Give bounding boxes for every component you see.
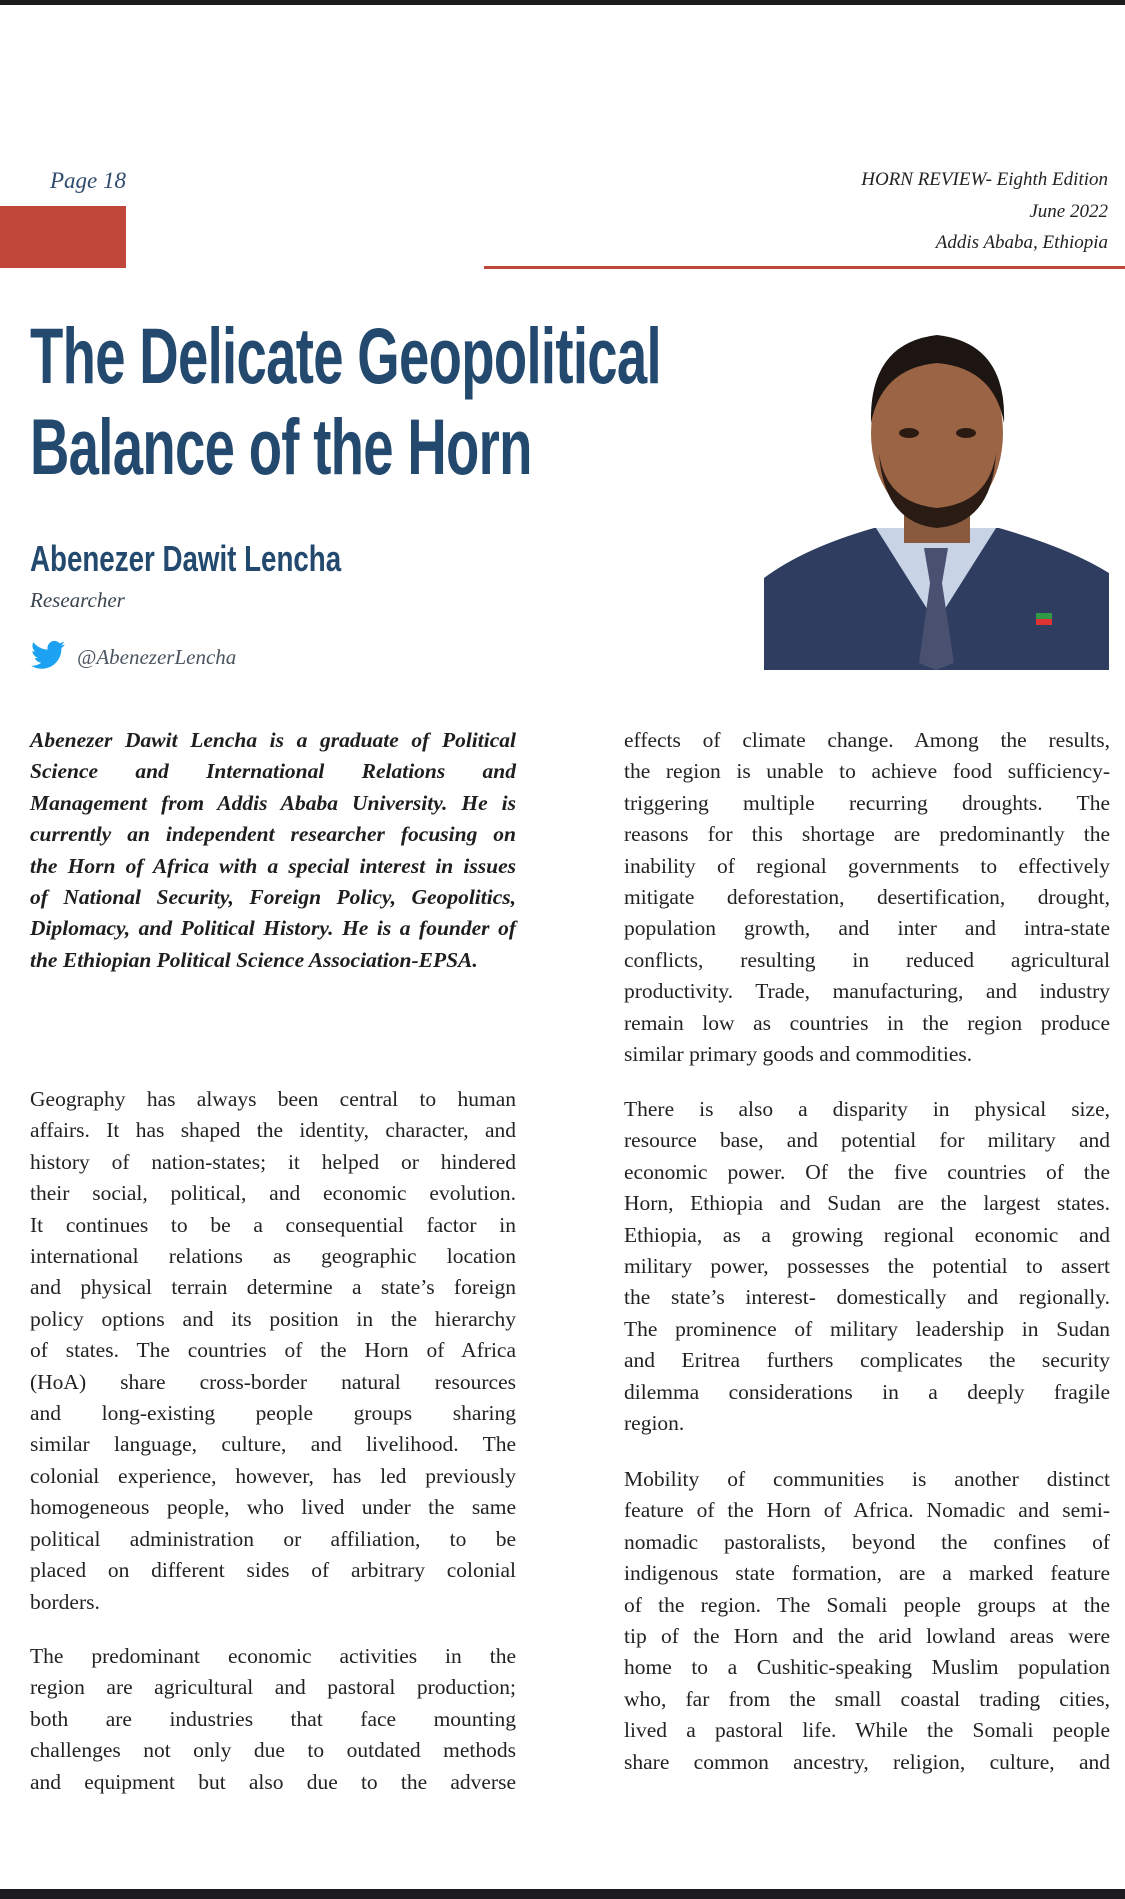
text-line: the Horn of Africa with a special interest in issues (30, 853, 516, 878)
publication-name: HORN REVIEW- Eighth Edition (861, 169, 1108, 190)
text-line: homogeneous people, who lived under the same (30, 1495, 516, 1520)
text-line: effects of climate change. Among the results, (624, 728, 1110, 752)
body-paragraph (30, 1084, 516, 1618)
text-line: the region is unable to achieve food sufficiency- (624, 759, 1110, 784)
text-line: Diplomacy, and Political History. He is a founder of (30, 916, 516, 941)
text-line: tip of the Horn and the arid lowland areas were (624, 1624, 1110, 1649)
text-line: and Eritrea furthers complicates the security (624, 1348, 1110, 1373)
author-role: Researcher (30, 588, 125, 612)
body-paragraph (30, 1641, 516, 1798)
publication-location: Addis Ababa, Ethiopia (935, 232, 1108, 253)
text-line: The prominence of military leadership in Sudan (624, 1316, 1110, 1341)
text-line: the state’s interest- domestically and regionally. (624, 1285, 1110, 1310)
text-line: feature of the Horn of Africa. Nomadic and semi- (624, 1498, 1110, 1523)
text-line: Ethiopia, as a growing regional economic and (624, 1222, 1110, 1247)
text-line: placed on different sides of arbitrary colonial (30, 1558, 516, 1583)
author-bio (30, 725, 516, 976)
text-line: inability of regional governments to effectively (624, 853, 1110, 878)
title-line: Balance of the Horn (30, 402, 532, 491)
text-line: There is also a disparity in physical size, (624, 1097, 1110, 1121)
top-bar (0, 0, 1125, 5)
text-line: and equipment but also due to the adverse (30, 1769, 516, 1794)
twitter-link[interactable] (31, 640, 236, 675)
text-line: of the region. The Somali people groups at the (624, 1592, 1110, 1617)
body-paragraph (624, 725, 1110, 1070)
text-line: currently an independent researcher focusing on (30, 822, 516, 847)
publication-date: June 2022 (1029, 200, 1108, 222)
text-line: Geography has always been central to human (30, 1087, 516, 1111)
text-line: dilemma considerations in a deeply fragile (624, 1379, 1110, 1404)
title-line: The Delicate Geopolitical (30, 311, 661, 400)
text-line: their social, political, and economic evolution. (30, 1181, 516, 1206)
text-line: indigenous state formation, are a marked feature (624, 1561, 1110, 1586)
twitter-icon (31, 640, 65, 675)
publication-header (861, 164, 1108, 259)
text-line: of states. The countries of the Horn of Africa (30, 1338, 516, 1363)
text-line: borders. (30, 1589, 100, 1614)
text-line: (HoA) share cross-border natural resources (30, 1369, 516, 1394)
text-line: reasons for this shortage are predominantly the (624, 822, 1110, 847)
twitter-handle[interactable]: @AbenezerLencha (77, 645, 237, 669)
text-line: productivity. Trade, manufacturing, and industry (624, 979, 1110, 1004)
author-photo (764, 323, 1109, 670)
text-line: military power, possesses the potential to assert (624, 1254, 1110, 1279)
header-rule (484, 266, 1125, 269)
text-line: remain low as countries in the region produce (624, 1010, 1110, 1035)
page-accent-block (0, 206, 126, 268)
text-line: challenges not only due to outdated methods (30, 1738, 516, 1763)
text-line: and physical terrain determine a state’s foreign (30, 1275, 516, 1300)
text-line: colonial experience, however, has led previously (30, 1463, 516, 1488)
text-line: Horn, Ethiopia and Sudan are the largest states. (624, 1191, 1110, 1216)
body-paragraph (624, 1464, 1110, 1778)
text-line: region are agricultural and pastoral production; (30, 1675, 516, 1700)
text-line: Management from Addis Ababa University. He is (30, 790, 516, 815)
text-line: history of nation-states; it helped or hindered (30, 1149, 516, 1174)
text-line: similar primary goods and commodities. (624, 1042, 973, 1067)
text-line: Abenezer Dawit Lencha is a graduate of Political (30, 728, 516, 752)
text-line: affairs. It has shaped the identity, character, and (30, 1118, 516, 1143)
bottom-bar (0, 1889, 1125, 1899)
text-line: Mobility of communities is another distinct (624, 1467, 1110, 1491)
text-line: nomadic pastoralists, beyond the confines of (624, 1529, 1110, 1554)
page-number: Page 18 (50, 168, 127, 193)
text-line: resource base, and potential for military and (624, 1128, 1110, 1153)
text-line: region. (624, 1411, 685, 1436)
text-line: who, far from the small coastal trading cities, (624, 1686, 1110, 1711)
text-line: the Ethiopian Political Science Association-EPSA. (30, 947, 478, 972)
text-line: similar language, culture, and livelihood. The (30, 1432, 516, 1457)
text-line: triggering multiple recurring droughts. The (624, 790, 1110, 815)
text-line: both are industries that face mounting (30, 1706, 516, 1731)
text-line: conflicts, resulting in reduced agricultural (624, 947, 1110, 972)
text-line: political administration or affiliation, to be (30, 1526, 516, 1551)
text-line: population growth, and inter and intra-state (624, 916, 1110, 941)
text-line: and long-existing people groups sharing (30, 1401, 516, 1426)
text-line: It continues to be a consequential factor in (30, 1212, 516, 1237)
text-line: home to a Cushitic-speaking Muslim population (624, 1655, 1110, 1680)
text-line: share common ancestry, religion, culture, and (624, 1749, 1110, 1774)
text-line: The predominant economic activities in the (30, 1644, 516, 1668)
text-line: of National Security, Foreign Policy, Geopolitics, (30, 885, 516, 910)
text-line: mitigate deforestation, desertification, drought, (624, 885, 1110, 910)
text-line: lived a pastoral life. While the Somali people (624, 1718, 1110, 1743)
body-paragraph (624, 1094, 1110, 1439)
text-line: Science and International Relations and (30, 759, 516, 784)
text-line: international relations as geographic location (30, 1244, 516, 1269)
text-line: policy options and its position in the hierarchy (30, 1306, 516, 1331)
author-name: Abenezer Dawit Lencha (30, 538, 342, 579)
text-line: economic power. Of the five countries of the (624, 1159, 1110, 1184)
